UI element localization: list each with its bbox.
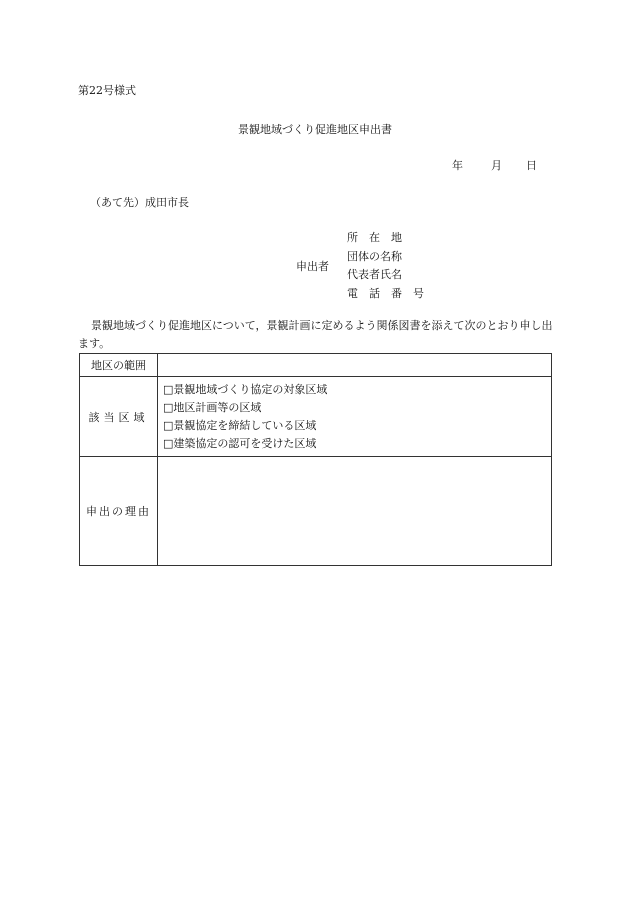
applicant-field-org-name: 団体の名称 — [347, 250, 402, 263]
option-landscape-pact: □景観協定を締結している区域 — [163, 418, 317, 432]
table-row-area — [80, 354, 552, 377]
applicant-field-address: 所 在 地 — [347, 231, 402, 244]
addressee: （あて先）成田市長 — [90, 196, 189, 209]
option-landscape-agreement: □景観地域づくり協定の対象区域 — [163, 382, 328, 396]
table-row-reason — [80, 457, 552, 566]
applicant-label: 申出者 — [296, 260, 329, 273]
area-label: 地区の範囲 — [80, 354, 158, 377]
applicant-field-representative: 代表者氏名 — [347, 268, 402, 281]
reason-value — [158, 457, 552, 566]
option-district-plan: □地区計画等の区域 — [163, 400, 262, 414]
option-building-agreement: □建築協定の認可を受けた区域 — [163, 436, 317, 450]
date-year: 年 — [452, 159, 463, 172]
reason-label: 申出の理由 — [80, 457, 158, 566]
application-table — [79, 353, 552, 566]
body-text: 景観地域づくり促進地区について，景観計画に定めるよう関係図書を添えて次のとおり申し出ます。 — [78, 319, 553, 350]
applicable-label: 該当区域 — [80, 377, 158, 457]
table-row-applicable — [80, 377, 552, 457]
area-value — [158, 354, 552, 377]
form-number: 第22号様式 — [78, 84, 136, 97]
date-month: 月 — [491, 159, 502, 172]
applicable-options — [158, 377, 552, 457]
date-day: 日 — [526, 159, 537, 172]
date-line — [452, 157, 537, 173]
document-title: 景観地域づくり促進地区申出書 — [238, 123, 392, 136]
applicant-field-phone: 電 話 番 号 — [347, 287, 424, 300]
